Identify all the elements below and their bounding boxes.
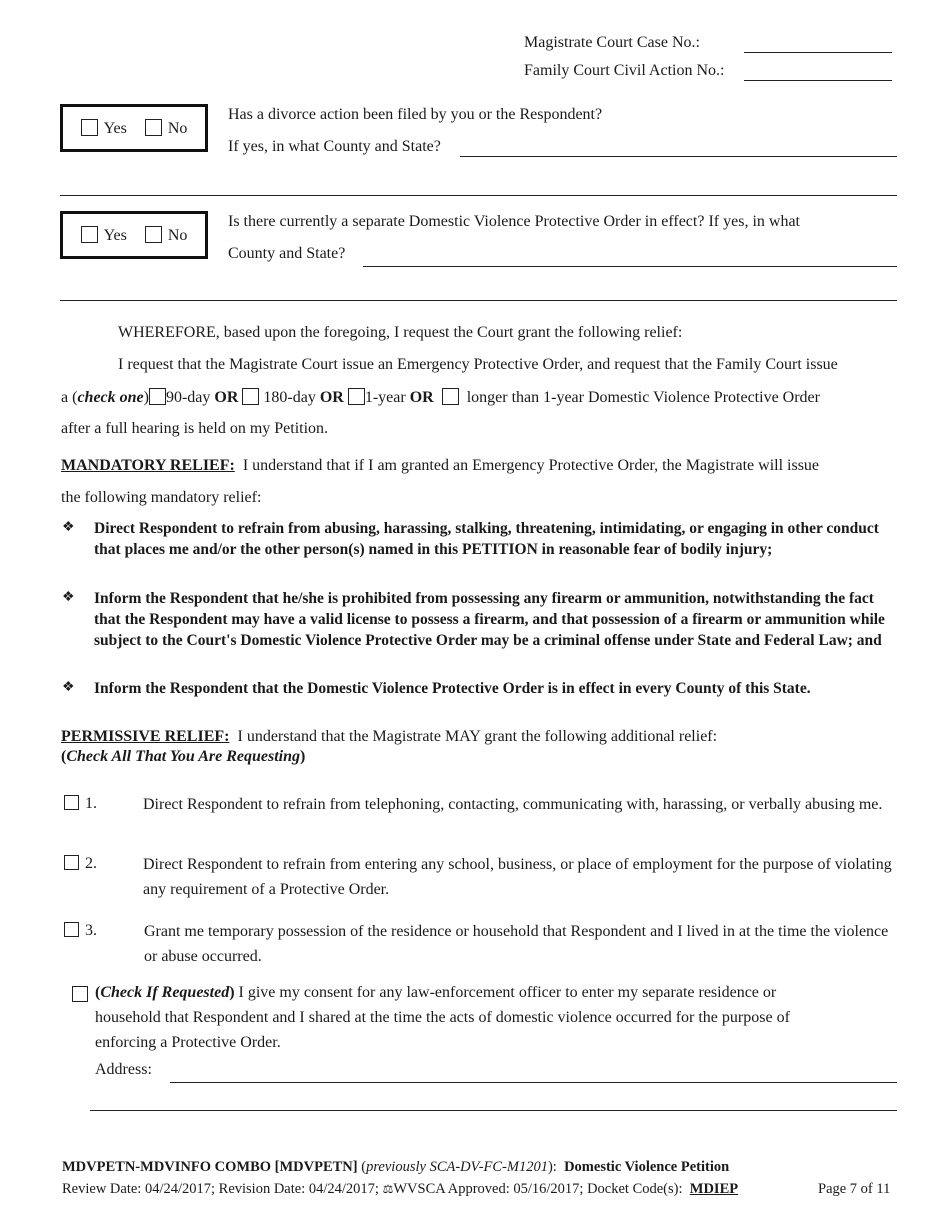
family-case-label: Family Court Civil Action No.:	[524, 62, 725, 79]
q2-question-line1: Is there currently a separate Domestic Violence Protective Order in effect? If yes, in what	[228, 213, 800, 230]
q1-question: Has a divorce action been filed by you or the Respondent?	[228, 106, 603, 123]
permissive-item-2-checkbox[interactable]	[64, 855, 79, 870]
permissive-intro	[61, 728, 717, 746]
q2-no-label: No	[167, 226, 188, 244]
duration-1yr-label: 1-year	[364, 389, 406, 406]
mandatory-heading: MANDATORY RELIEF:	[61, 457, 235, 474]
q2-no-option[interactable]	[145, 226, 188, 245]
q1-yes-checkbox[interactable]	[81, 119, 98, 136]
permissive-item-3-checkbox[interactable]	[64, 922, 79, 937]
q1-county-state-input[interactable]	[460, 156, 897, 157]
check-if-requested-label: Check If Requested	[100, 984, 230, 1001]
permissive-intro-text: I understand that the Magistrate MAY grant the following additional relief:	[237, 728, 718, 745]
duration-longer-label: longer than 1-year Domestic Violence Protective Order	[466, 389, 820, 406]
duration-180-checkbox[interactable]	[242, 388, 259, 405]
mandatory-intro-line2: the following mandatory relief:	[61, 489, 262, 506]
divider-2	[60, 300, 897, 301]
permissive-item-1	[64, 795, 97, 813]
permissive-heading: PERMISSIVE RELIEF:	[61, 728, 230, 745]
check-all-label: Check All That You Are Requesting	[66, 748, 300, 765]
magistrate-case-label: Magistrate Court Case No.:	[524, 34, 700, 51]
q2-yes-no-box	[60, 211, 208, 259]
footer-line2	[62, 1181, 738, 1198]
form-title: Domestic Violence Petition	[564, 1159, 730, 1175]
q1-no-option[interactable]	[145, 119, 188, 138]
item-number: 1.	[85, 795, 97, 812]
check-all-note	[61, 748, 305, 766]
q1-yes-no-box	[60, 104, 208, 152]
form-code: MDVPETN-MDVINFO COMBO [MDVPETN]	[62, 1159, 358, 1175]
paren-open: (	[95, 984, 101, 1001]
duration-1yr-checkbox[interactable]	[348, 388, 365, 405]
address-label: Address:	[95, 1061, 152, 1078]
consent-line1	[95, 984, 776, 1002]
q2-yes-checkbox[interactable]	[81, 226, 98, 243]
or-label: OR	[319, 389, 344, 406]
permissive-item-2	[64, 855, 97, 873]
permissive-item-1-text: Direct Respondent to refrain from telephoning, contacting, communicating with, harassing, or verbally abusing me.	[143, 796, 883, 813]
q1-no-checkbox[interactable]	[145, 119, 162, 136]
review-dates: Review Date: 04/24/2017; Revision Date: 04/24/2017;	[62, 1181, 379, 1197]
q1-followup: If yes, in what County and State?	[228, 138, 441, 155]
scale-icon: ⚖	[382, 1182, 394, 1196]
paren-open: (	[361, 1159, 367, 1175]
consent-text-1: I give my consent for any law-enforcement officer to enter my separate residence or	[238, 984, 777, 1001]
paren-open: (	[61, 748, 67, 765]
permissive-item-2-text: Direct Respondent to refrain from entering any school, business, or place of employment for the purpose of violating any requirement of a Protective Order.	[143, 856, 892, 898]
duration-longer-checkbox[interactable]	[442, 388, 459, 405]
request-close: )	[143, 389, 149, 406]
duration-90-checkbox[interactable]	[149, 388, 166, 405]
mandatory-bullet-3: Inform the Respondent that the Domestic Violence Protective Order is in effect in every County of this State.	[94, 680, 811, 697]
mandatory-bullet-2: Inform the Respondent that he/she is prohibited from possessing any firearm or ammunition, notwithstanding the fact that the Respondent may have a valid license to possess a firearm, and that possession of a firearm or ammunition while subject to the Court's Domestic Violence Protective Order may be a criminal offense under State and Federal Law; and	[94, 590, 885, 649]
q1-yes-label: Yes	[103, 119, 127, 137]
permissive-item-1-checkbox[interactable]	[64, 795, 79, 810]
previous-form-code: previously SCA-DV-FC-M1201	[366, 1159, 548, 1175]
address-input-line1[interactable]	[170, 1082, 897, 1083]
q2-yes-label: Yes	[103, 226, 127, 244]
duration-90-label: 90-day	[165, 389, 211, 406]
page-number: Page 7 of 11	[818, 1181, 891, 1197]
q2-no-checkbox[interactable]	[145, 226, 162, 243]
mandatory-intro-line1	[61, 457, 819, 475]
q2-county-state-input[interactable]	[363, 266, 897, 267]
magistrate-case-input[interactable]	[744, 52, 892, 53]
duration-options-line	[61, 388, 820, 407]
bullet-icon: ❖	[62, 680, 75, 695]
consent-line3: enforcing a Protective Order.	[95, 1034, 281, 1051]
q2-question-line2: County and State?	[228, 245, 346, 262]
mandatory-intro-text: I understand that if I am granted an Emergency Protective Order, the Magistrate will issue	[242, 457, 820, 474]
request-line1: I request that the Magistrate Court issue an Emergency Protective Order, and request that the Family Court issue	[118, 356, 838, 373]
paren-close: )	[229, 984, 235, 1001]
footer-line1	[62, 1159, 729, 1176]
q2-yes-option[interactable]	[81, 226, 137, 245]
q1-yes-option[interactable]	[81, 119, 137, 138]
bullet-icon: ❖	[62, 590, 75, 605]
item-number: 2.	[85, 855, 97, 872]
request-line3: after a full hearing is held on my Petition.	[61, 420, 329, 437]
consent-checkbox[interactable]	[72, 986, 88, 1002]
bullet-icon: ❖	[62, 520, 75, 535]
paren-close: )	[300, 748, 306, 765]
request-a: a (	[61, 389, 78, 406]
duration-180-label: 180-day	[263, 389, 316, 406]
permissive-item-3-text: Grant me temporary possession of the residence or household that Respondent and I lived in at the time the violence or abuse occurred.	[144, 923, 889, 965]
mandatory-bullet-1: Direct Respondent to refrain from abusing, harassing, stalking, threatening, intimidating, or engaging in other conduct that places me and/or the other person(s) named in this PETITION in reasonable fear of bodily injury;	[94, 520, 879, 558]
approved-date: WVSCA Approved: 05/16/2017; Docket Code(s):	[393, 1181, 683, 1197]
or-label: OR	[214, 389, 239, 406]
docket-code: MDIEP	[689, 1181, 739, 1197]
paren-close: ):	[547, 1159, 557, 1175]
wherefore-text: WHEREFORE, based upon the foregoing, I request the Court grant the following relief:	[118, 324, 683, 341]
check-one-label: check one	[77, 389, 144, 406]
permissive-item-3	[64, 922, 97, 940]
q1-no-label: No	[167, 119, 188, 137]
or-label: OR	[409, 389, 434, 406]
item-number: 3.	[85, 922, 97, 939]
divider-1	[60, 195, 897, 196]
consent-line2: household that Respondent and I shared at the time the acts of domestic violence occurred for the purpose of	[95, 1009, 790, 1026]
address-input-line2[interactable]	[90, 1110, 897, 1111]
family-case-input[interactable]	[744, 80, 892, 81]
